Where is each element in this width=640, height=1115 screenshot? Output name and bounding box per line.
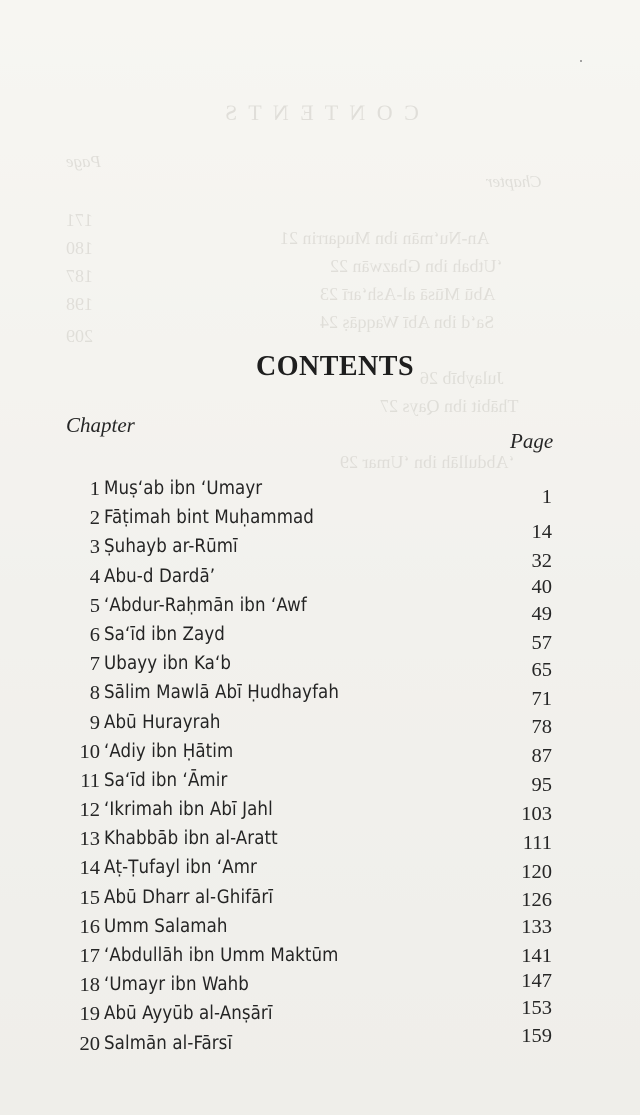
page-title: CONTENTS	[255, 350, 415, 382]
chapter-column-header: Chapter	[66, 413, 135, 437]
bleed-mark: 209	[66, 326, 93, 346]
chapter-title: Salmān al-Fārsī	[104, 1032, 233, 1054]
page-number: 141	[521, 945, 552, 967]
bleed-mark: 187	[66, 266, 93, 286]
chapter-title: Muṣ‘ab ibn ‘Umayr	[104, 478, 263, 499]
chapter-number: 20	[79, 1032, 100, 1055]
chapter-title: Khabbāb ibn al-Aratt	[104, 828, 278, 850]
bleed-mark: Sa‘d ibn Abī Waqqāṣ 24	[320, 312, 495, 332]
chapter-title: Sālim Mawlā Abī Ḥudhayfah	[104, 682, 339, 704]
bleed-mark: 180	[66, 238, 93, 258]
bleed-mark: 171	[66, 210, 93, 230]
toc-entry	[60, 620, 560, 654]
chapter-number: 13	[79, 828, 100, 851]
toc-entry	[60, 824, 560, 853]
page-number: 153	[521, 997, 552, 1020]
chapter-number: 10	[79, 740, 100, 763]
toc-entry	[60, 474, 560, 508]
toc-entry	[60, 562, 560, 598]
bleed-mark: Abū Mūsā al-Ash‘arī 23	[320, 284, 496, 304]
toc-entry	[60, 853, 560, 882]
chapter-title: Sa‘īd ibn Zayd	[104, 623, 225, 645]
toc-entry	[60, 678, 560, 711]
chapter-number: 3	[89, 536, 100, 559]
toc-entry	[60, 591, 560, 625]
bleed-mark: 198	[66, 294, 93, 314]
page-number: 65	[531, 659, 552, 682]
chapter-number: 8	[89, 682, 100, 705]
chapter-number: 6	[89, 623, 100, 646]
chapter-number: 9	[89, 711, 100, 734]
toc-entry	[60, 795, 560, 824]
bleed-mark: An-Nu‘mān ibn Muqarrin 21	[280, 228, 490, 248]
page-number: 133	[521, 915, 552, 938]
page-number: 49	[531, 602, 552, 625]
page-number: 14	[531, 521, 552, 544]
bleed-mark: Thābit ibn Qays 27	[380, 396, 519, 416]
toc-entry	[60, 649, 560, 682]
page-number: 103	[521, 803, 552, 826]
chapter-title: Abū Ayyūb al-Anṣārī	[104, 1003, 273, 1025]
chapter-title: Ṣuhayb ar-Rūmī	[104, 536, 238, 558]
bleed-mark: Page	[66, 152, 101, 171]
toc-entry	[60, 999, 560, 1028]
toc-entry	[60, 912, 560, 941]
chapter-title: ‘Adiy ibn Ḥātim	[104, 740, 234, 762]
bleed-mark: ‘Abdullāh ibn ‘Umar 29	[340, 452, 515, 472]
chapter-number: 14	[79, 857, 100, 880]
chapter-number: 5	[89, 594, 100, 617]
toc-entry	[60, 532, 560, 573]
page-number: 78	[531, 715, 552, 738]
chapter-number: 18	[79, 974, 100, 997]
toc-entry	[60, 970, 560, 999]
bleed-mark: ‘Utbah ibn Ghazwān 22	[330, 256, 503, 276]
toc-entry	[60, 1024, 560, 1058]
page-number: 95	[531, 773, 552, 796]
toc-entry	[60, 503, 560, 544]
paper-speck	[580, 60, 582, 62]
chapter-number: 15	[79, 886, 100, 909]
chapter-number: 7	[89, 653, 100, 676]
toc-entry	[60, 883, 560, 912]
chapter-number: 12	[79, 799, 100, 822]
bleed-mark: Julaybīb 26	[420, 368, 504, 388]
chapter-title: Aṭ-Ṭufayl ibn ‘Amr	[104, 857, 257, 879]
chapter-number: 1	[89, 478, 100, 500]
page-number: 87	[531, 744, 552, 767]
bleed-mark: Chapter	[486, 172, 542, 191]
page-number: 57	[531, 631, 552, 654]
toc-entry	[60, 941, 560, 970]
chapter-title: Umm Salamah	[104, 915, 228, 937]
chapter-number: 19	[79, 1003, 100, 1026]
chapter-number: 11	[80, 769, 100, 792]
chapter-title: ‘Abdur-Raḥmān ibn ‘Awf	[104, 594, 307, 616]
page-number: 71	[531, 688, 552, 711]
toc-entry	[60, 737, 560, 766]
page-number: 32	[531, 550, 552, 573]
page-column-header: Page	[510, 429, 554, 453]
chapter-number: 17	[79, 945, 100, 967]
chapter-title: ‘Umayr ibn Wahb	[104, 974, 249, 996]
page-number: 147	[521, 970, 552, 993]
chapter-title: Sa‘īd ibn ‘Āmir	[104, 769, 228, 791]
table-of-contents	[60, 474, 560, 1058]
bleed-mark: C O N T E N T S	[222, 100, 419, 125]
chapter-title: Fāṭimah bint Muḥammad	[104, 507, 314, 529]
chapter-title: ‘Ikrimah ibn Abī Jahl	[104, 799, 273, 821]
page-number: 111	[522, 832, 552, 855]
page-number: 159	[521, 1024, 552, 1047]
chapter-number: 2	[89, 507, 100, 530]
page-number: 120	[521, 861, 552, 884]
chapter-title: Abū Hurayrah	[104, 711, 221, 733]
chapter-title: Abū Dharr al-Ghifārī	[104, 886, 274, 908]
chapter-number: 16	[79, 915, 100, 938]
chapter-title: Abu-d Dardā’	[104, 565, 216, 587]
page-number: 40	[531, 575, 552, 598]
page-number: 126	[521, 888, 552, 911]
toc-entry	[60, 766, 560, 795]
chapter-title: ‘Abdullāh ibn Umm Maktūm	[104, 945, 339, 966]
page-number: 1	[541, 486, 552, 508]
chapter-number: 4	[89, 565, 100, 588]
chapter-title: Ubayy ibn Ka‘b	[104, 653, 231, 675]
toc-entry	[60, 708, 560, 737]
